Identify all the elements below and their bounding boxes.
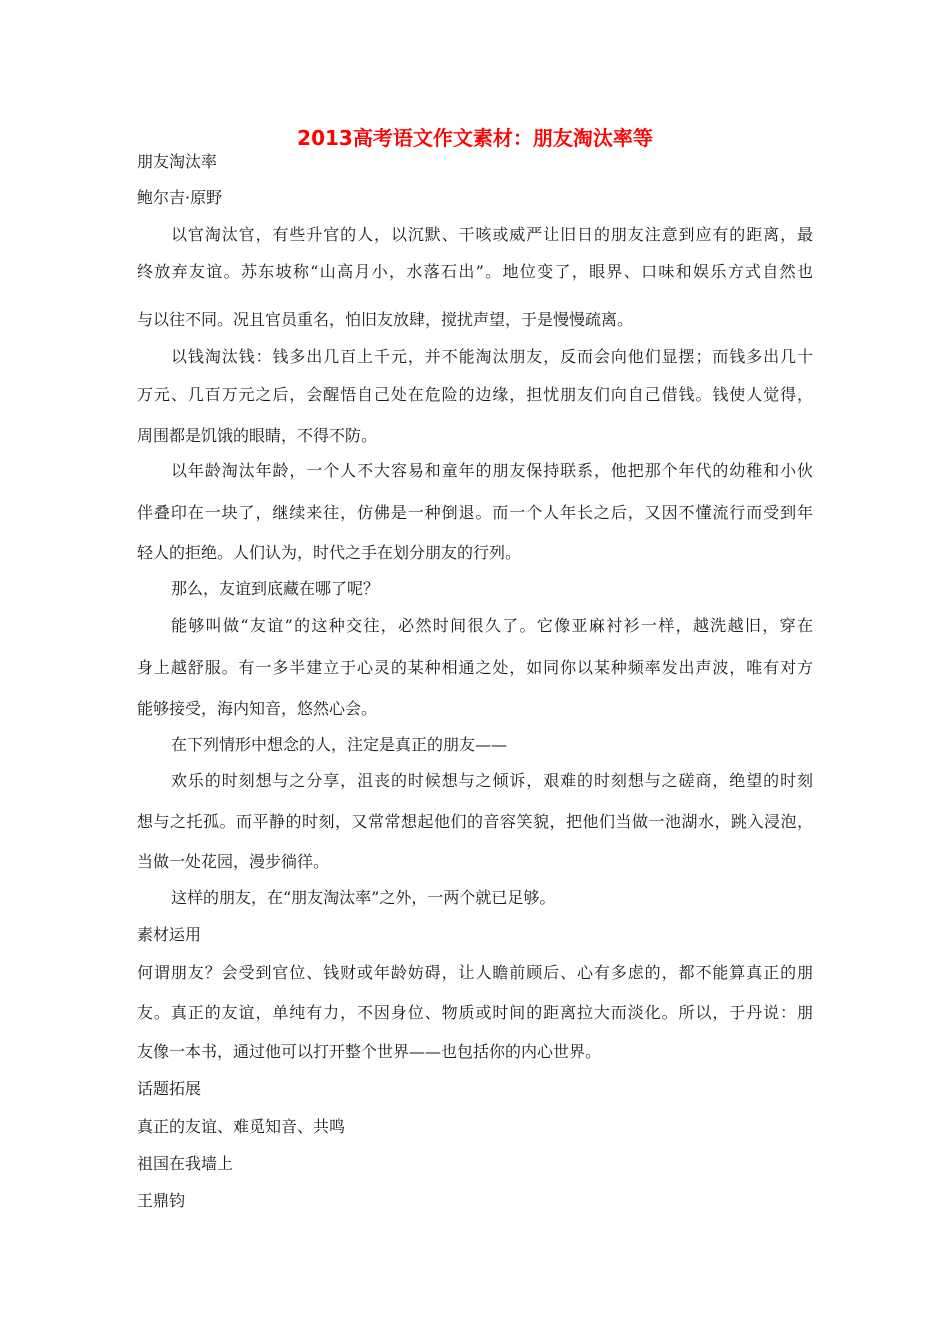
- document-title: 2013高考语文作文素材：朋友淘汰率等: [297, 126, 653, 150]
- paragraph-line: 与以往不同。况且官员重名，怕旧友放肆，搅扰声望，于是慢慢疏离。: [137, 310, 634, 329]
- paragraph-line: 能够接受，海内知音，悠然心会。: [137, 699, 378, 718]
- next-article-title: 祖国在我墙上: [137, 1154, 234, 1173]
- paragraph-line: 何谓朋友？会受到官位、钱财或年龄妨碍，让人瞻前顾后、心有多虑的，都不能算真正的朋: [137, 963, 813, 982]
- paragraph-line: 友。真正的友谊，单纯有力，不因身位、物质或时间的距离拉大而淡化。所以，于丹说：朋: [137, 1003, 813, 1022]
- section-heading-topic-extension: 话题拓展: [137, 1079, 202, 1098]
- paragraph-line: 万元、几百万元之后，会醒悟自己处在危险的边缘，担忧朋友们向自己借钱。钱使人觉得，: [137, 385, 813, 404]
- paragraph-line: 想与之托孤。而平静的时刻，又常常想起他们的音容笑貌，把他们当做一池湖水，跳入浸泡，: [137, 812, 813, 831]
- paragraph-line: 身上越舒服。有一多半建立于心灵的某种相通之处，如同你以某种频率发出声波，唯有对方: [137, 658, 813, 677]
- paragraph-line: 终放弃友谊。苏东坡称“山高月小，水落石出”。地位变了，眼界、口味和娱乐方式自然也: [137, 262, 813, 281]
- paragraph-line: 伴叠印在一块了，继续来往，仿佛是一种倒退。而一个人年长之后，又因不懂流行而受到年: [137, 503, 813, 522]
- topic-keywords: 真正的友谊、难觅知音、共鸣: [137, 1117, 346, 1136]
- article-author: 鲍尔吉·原野: [137, 188, 223, 207]
- paragraph-line: 欢乐的时刻想与之分享，沮丧的时候想与之倾诉，艰难的时刻想与之磋商，绝望的时刻: [171, 771, 813, 790]
- next-article-author: 王鼎钧: [137, 1191, 186, 1210]
- paragraph-line: 在下列情形中想念的人，注定是真正的朋友——: [171, 735, 508, 754]
- paragraph-line: 周围都是饥饿的眼睛，不得不防。: [137, 426, 378, 445]
- paragraph-line: 以钱淘汰钱：钱多出几百上千元，并不能淘汰朋友，反而会向他们显摆；而钱多出几十: [171, 347, 813, 366]
- paragraph-line: 那么，友谊到底藏在哪了呢？: [171, 579, 380, 598]
- section-heading-material-use: 素材运用: [137, 925, 202, 944]
- paragraph-line: 当做一处花园，漫步徜徉。: [137, 852, 330, 871]
- paragraph-line: 以官淘汰官，有些升官的人，以沉默、干咳或威严让旧日的朋友注意到应有的距离，最: [171, 225, 813, 244]
- paragraph-line: 轻人的拒绝。人们认为，时代之手在划分朋友的行列。: [137, 543, 522, 562]
- paragraph-line: 友像一本书，通过他可以打开整个世界——也包括你的内心世界。: [137, 1042, 602, 1061]
- paragraph-line: 以年龄淘汰年龄，一个人不大容易和童年的朋友保持联系，他把那个年代的幼稚和小伙: [171, 461, 813, 480]
- paragraph-line: 这样的朋友，在“朋友淘汰率”之外，一两个就已足够。: [171, 888, 556, 907]
- article-title: 朋友淘汰率: [137, 152, 218, 171]
- paragraph-line: 能够叫做“友谊”的这种交往，必然时间很久了。它像亚麻衬衫一样，越洗越旧，穿在: [171, 616, 813, 635]
